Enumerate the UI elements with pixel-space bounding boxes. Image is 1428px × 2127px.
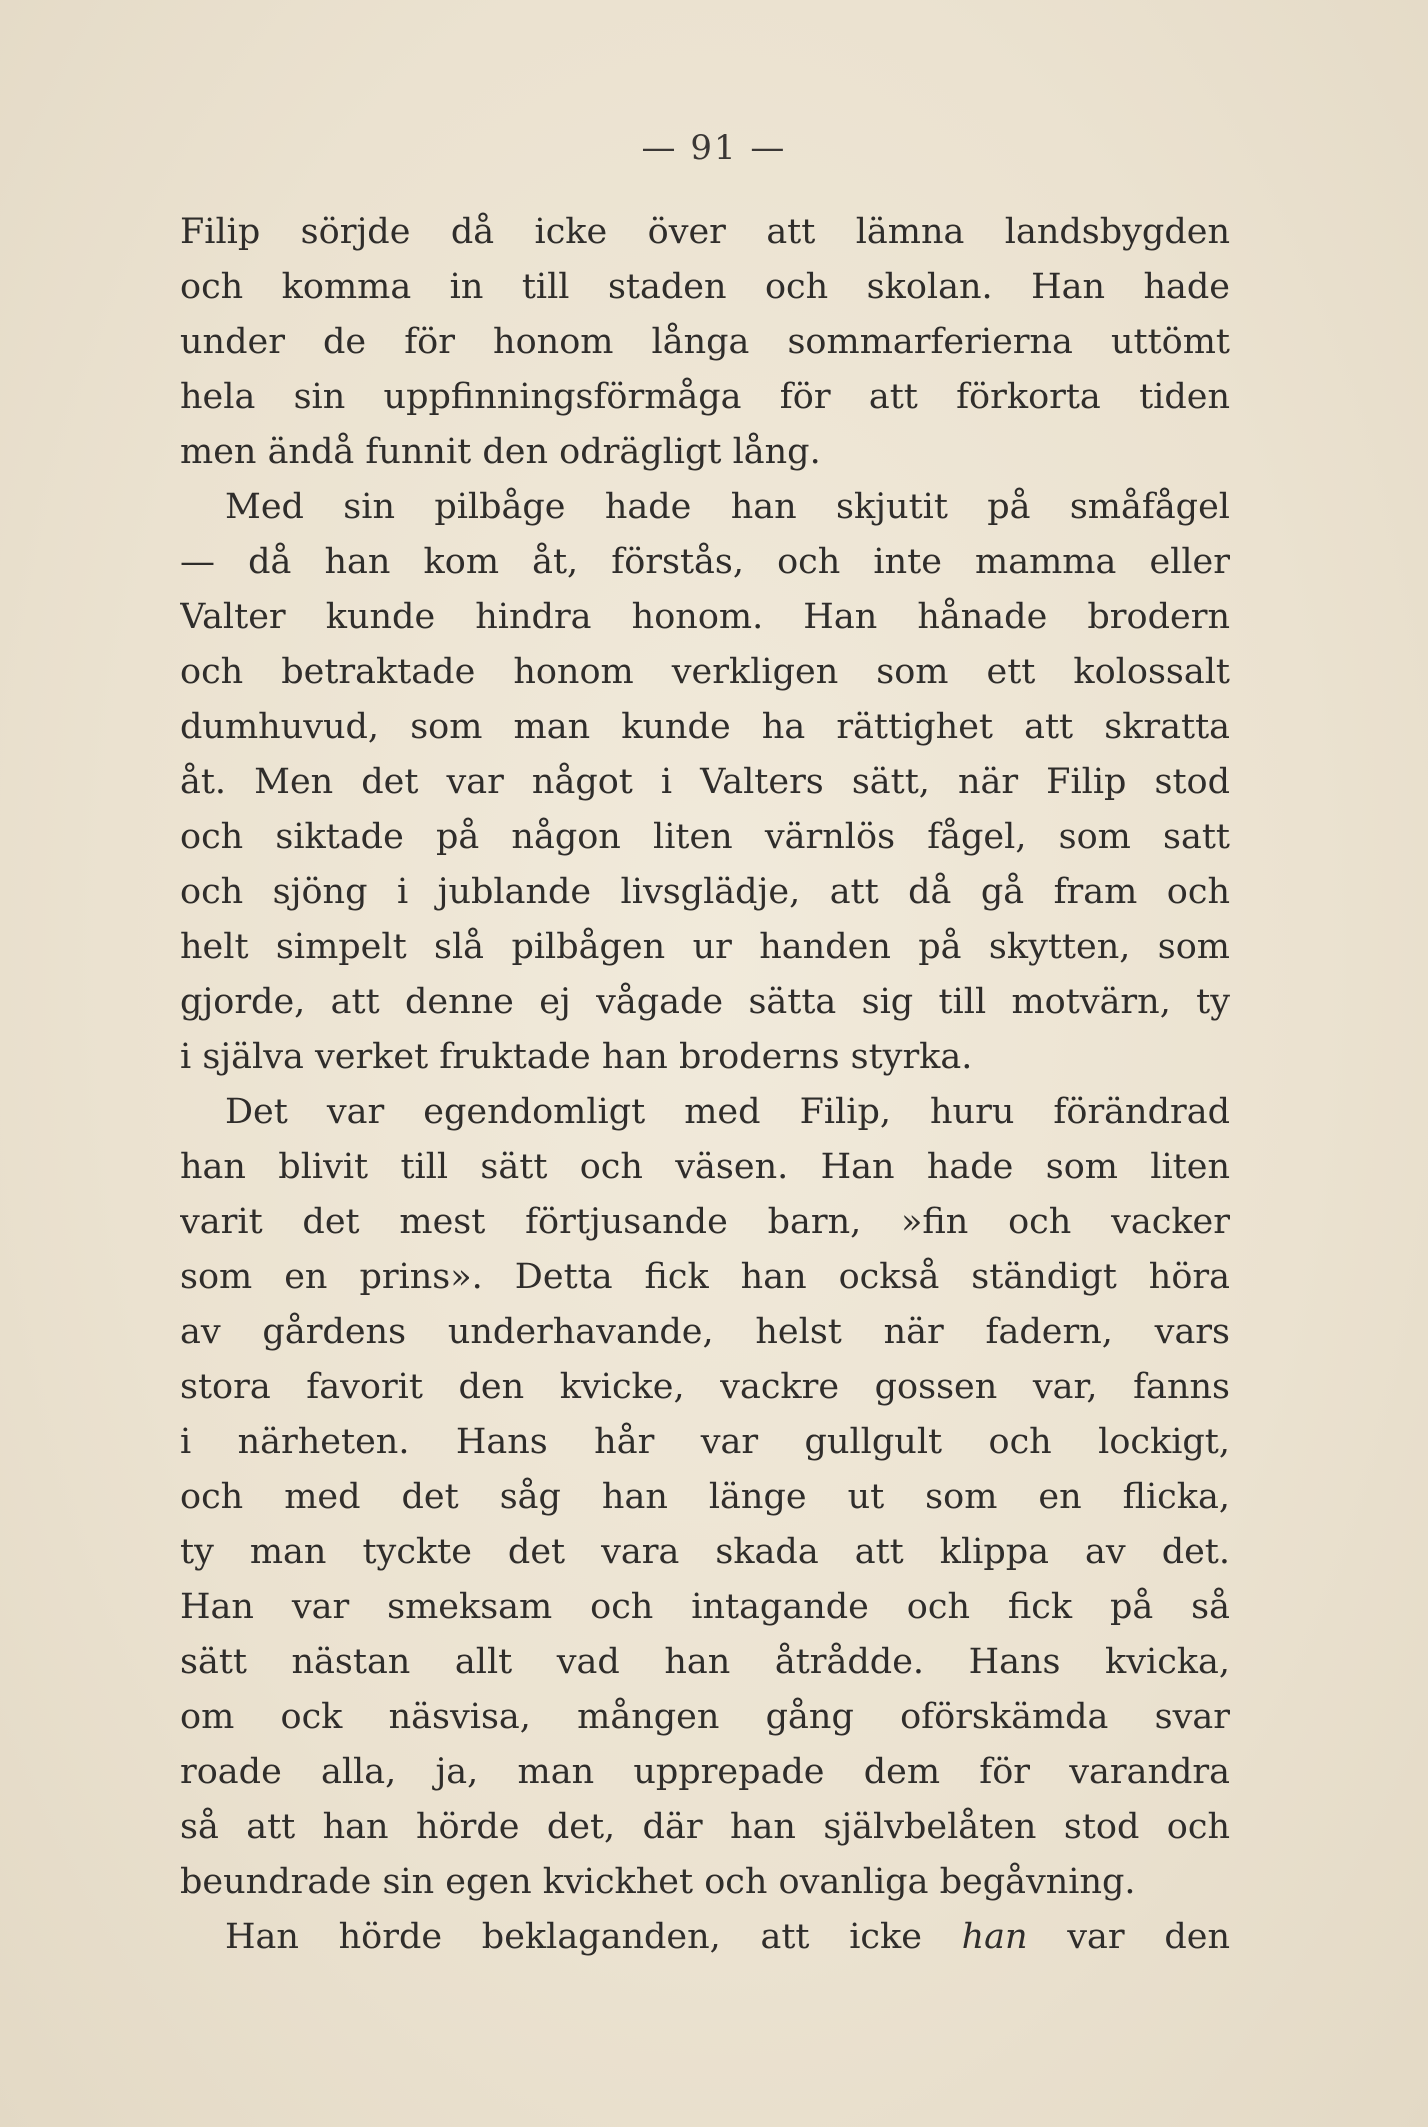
text-line: om ock näsvisa, mången gång oförskämda svar [180, 1697, 1230, 1737]
text-line-last [180, 1910, 1230, 1965]
text-line: han blivit till sätt och väsen. Han hade som liten [180, 1147, 1230, 1187]
text-line: under de för honom långa sommarferierna uttömt [180, 322, 1230, 362]
text-line: i själva verket fruktade han broderns styrka. [180, 1037, 973, 1077]
text-line: och sjöng i jublande livsglädje, att då gå fram och [180, 872, 1230, 912]
text-line: men ändå funnit den odrägligt lång. [180, 432, 821, 472]
text-line: som en prins». Detta fick han också ständigt höra [180, 1257, 1230, 1297]
text-line: sätt nästan allt vad han åtrådde. Hans kvicka, [180, 1642, 1230, 1682]
text-line: — då han kom åt, förstås, och inte mamma eller [180, 542, 1230, 582]
body-text [180, 205, 1230, 1965]
text-line: Han var smeksam och intagande och fick på så [180, 1587, 1230, 1627]
text-line: och med det såg han länge ut som en flicka, [180, 1477, 1230, 1517]
text-line: gjorde, att denne ej vågade sätta sig till motvärn, ty [180, 982, 1230, 1022]
text-line: Filip sörjde då icke över att lämna landsbygden [180, 212, 1230, 252]
emphasized-word: han [961, 1917, 1028, 1957]
text-segment: var den [1027, 1917, 1230, 1957]
text-line: varit det mest förtjusande barn, »fin och vacker [180, 1202, 1230, 1242]
text-line: Valter kunde hindra honom. Han hånade brodern [180, 597, 1230, 637]
text-line: och betraktade honom verkligen som ett kolossalt [180, 652, 1230, 692]
text-line: stora favorit den kvicke, vackre gossen var, fanns [180, 1367, 1230, 1407]
text-line: ty man tyckte det vara skada att klippa av det. [180, 1532, 1230, 1572]
text-line: av gårdens underhavande, helst när fadern, vars [180, 1312, 1230, 1352]
text-line: beundrade sin egen kvickhet och ovanliga begåvning. [180, 1862, 1136, 1902]
text-line: åt. Men det var något i Valters sätt, när Filip stod [180, 762, 1230, 802]
text-line: roade alla, ja, man upprepade dem för varandra [180, 1752, 1230, 1792]
text-line: Med sin pilbåge hade han skjutit på småfågel [225, 487, 1230, 527]
text-segment: Han hörde beklaganden, att icke [225, 1917, 962, 1957]
text-line: dumhuvud, som man kunde ha rättighet att skratta [180, 707, 1230, 747]
text-line: helt simpelt slå pilbågen ur handen på skytten, som [180, 927, 1230, 967]
page-number: — 91 — [641, 128, 787, 168]
text-line: Det var egendomligt med Filip, huru förändrad [225, 1092, 1230, 1132]
text-line: i närheten. Hans hår var gullgult och lockigt, [180, 1422, 1230, 1462]
text-line: och komma in till staden och skolan. Han hade [180, 267, 1230, 307]
text-line: hela sin uppfinningsförmåga för att förkorta tiden [180, 377, 1230, 417]
text-line: så att han hörde det, där han självbelåten stod och [180, 1807, 1230, 1847]
text-line: och siktade på någon liten värnlös fågel, som satt [180, 817, 1230, 857]
